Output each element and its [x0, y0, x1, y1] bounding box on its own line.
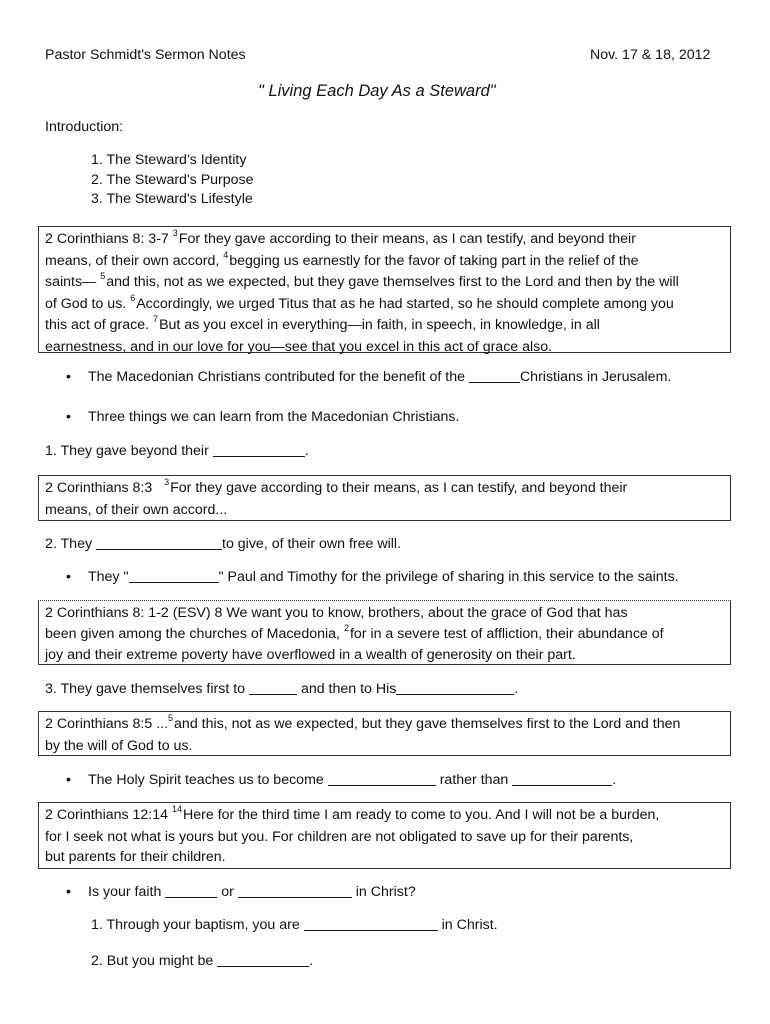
header-left: Pastor Schmidt's Sermon Notes [45, 47, 246, 63]
fill-in-blank [217, 952, 309, 967]
header-date: Nov. 17 & 18, 2012 [590, 47, 711, 63]
scripture-box-2cor-8-3 [38, 475, 731, 521]
scripture-line: but parents for their children. [45, 849, 226, 866]
scripture-line: 2 Corinthians 8:3 $^3$For they gave according to their means, as I can testify, and beyond their [45, 477, 628, 496]
scripture-line: this act of grace. $^7$But as you excel in everything—in faith, in speech, in knowledge, in all [45, 314, 600, 334]
scripture-line: of God to us. $^6$Accordingly, we urged Titus that as he had started, so he should complete among you [45, 292, 674, 312]
point-1: 1. They gave beyond their . [45, 443, 309, 459]
fill-in-blank [129, 568, 219, 583]
scripture-line: earnestness, and in our love for you—see that you excel in this act of grace also. [45, 338, 553, 355]
sermon-title: " Living Each Day As a Steward" [258, 82, 496, 100]
fill-in-blank [304, 916, 438, 931]
sub-point-2: 2. But you might be . [91, 953, 314, 969]
fill-in-blank [96, 535, 222, 550]
intro-point: 3. The Steward's Lifestyle [91, 191, 253, 207]
scripture-box-2cor-8-3-7 [38, 226, 731, 353]
bullet-paul-timothy: • They " " Paul and Timothy for the privilege of sharing in this service to the saints. [66, 569, 679, 585]
bullet-icon: • [66, 369, 71, 385]
fill-in-blank [249, 680, 297, 695]
bullet-icon: • [66, 884, 71, 900]
bullet-icon: • [66, 772, 71, 788]
scripture-line: means, of their own accord... [45, 501, 228, 518]
intro-point: 1. The Steward's Identity [91, 152, 247, 168]
scripture-line: 2 Corinthians 8: 1-2 (ESV) 8 We want you to know, brothers, about the grace of God that has [45, 605, 628, 621]
scripture-box-2cor-8-5 [38, 711, 731, 756]
fill-in-blank [328, 771, 436, 786]
scripture-line: by the will of God to us. [45, 737, 193, 754]
scripture-line: for I seek not what is yours but you. For children are not obligated to save up for their parents, [45, 828, 634, 845]
bullet-three-things: • Three things we can learn from the Macedonian Christians. [66, 409, 460, 425]
scripture-box-2cor-12-14 [38, 802, 731, 869]
fill-in-blank [213, 442, 305, 457]
fill-in-blank [165, 883, 217, 898]
scripture-line: joy and their extreme poverty have overflowed in a wealth of generosity on their part. [45, 647, 576, 664]
scripture-line: 2 Corinthians 8: 3-7 $^3$For they gave according to their means, as I can testify, and beyond their [45, 228, 636, 247]
scripture-line: 2 Corinthians 8:5 ...$^5$and this, not as we expected, but they gave themselves first to the Lord and then [45, 713, 681, 732]
introduction-label: Introduction: [45, 119, 124, 135]
bullet-holy-spirit: • The Holy Spirit teaches us to become rather than . [66, 772, 617, 788]
sub-point-1: 1. Through your baptism, you are in Christ. [91, 917, 498, 933]
scripture-line: been given among the churches of Macedonia, $^2$for in a severe test of affliction, their abundance of [45, 622, 664, 642]
fill-in-blank [238, 883, 352, 898]
intro-point: 2. The Steward's Purpose [91, 172, 254, 188]
point-3: 3. They gave themselves first to and then to His . [45, 681, 519, 697]
fill-in-blank [512, 771, 612, 786]
scripture-line: 2 Corinthians 12:14 $^{14}$Here for the third time I am ready to come to you. And I will not be a burden, [45, 804, 660, 823]
bullet-icon: • [66, 409, 71, 425]
bullet-icon: • [66, 569, 71, 585]
bullet-faith-question: • Is your faith or in Christ? [66, 884, 416, 900]
point-2: 2. They to give, of their own free will. [45, 536, 402, 552]
scripture-line: saints— $^5$and this, not as we expected, but they gave themselves first to the Lord and then by the will [45, 271, 679, 291]
bullet-macedonian-contribution: • The Macedonian Christians contributed for the benefit of the Christians in Jerusalem. [66, 369, 672, 385]
fill-in-blank [469, 368, 520, 383]
scripture-line: means, of their own accord, $^4$begging us earnestly for the favor of taking part in the relief of the [45, 249, 639, 269]
fill-in-blank [396, 680, 514, 695]
scripture-box-2cor-8-1-2 [38, 600, 731, 665]
